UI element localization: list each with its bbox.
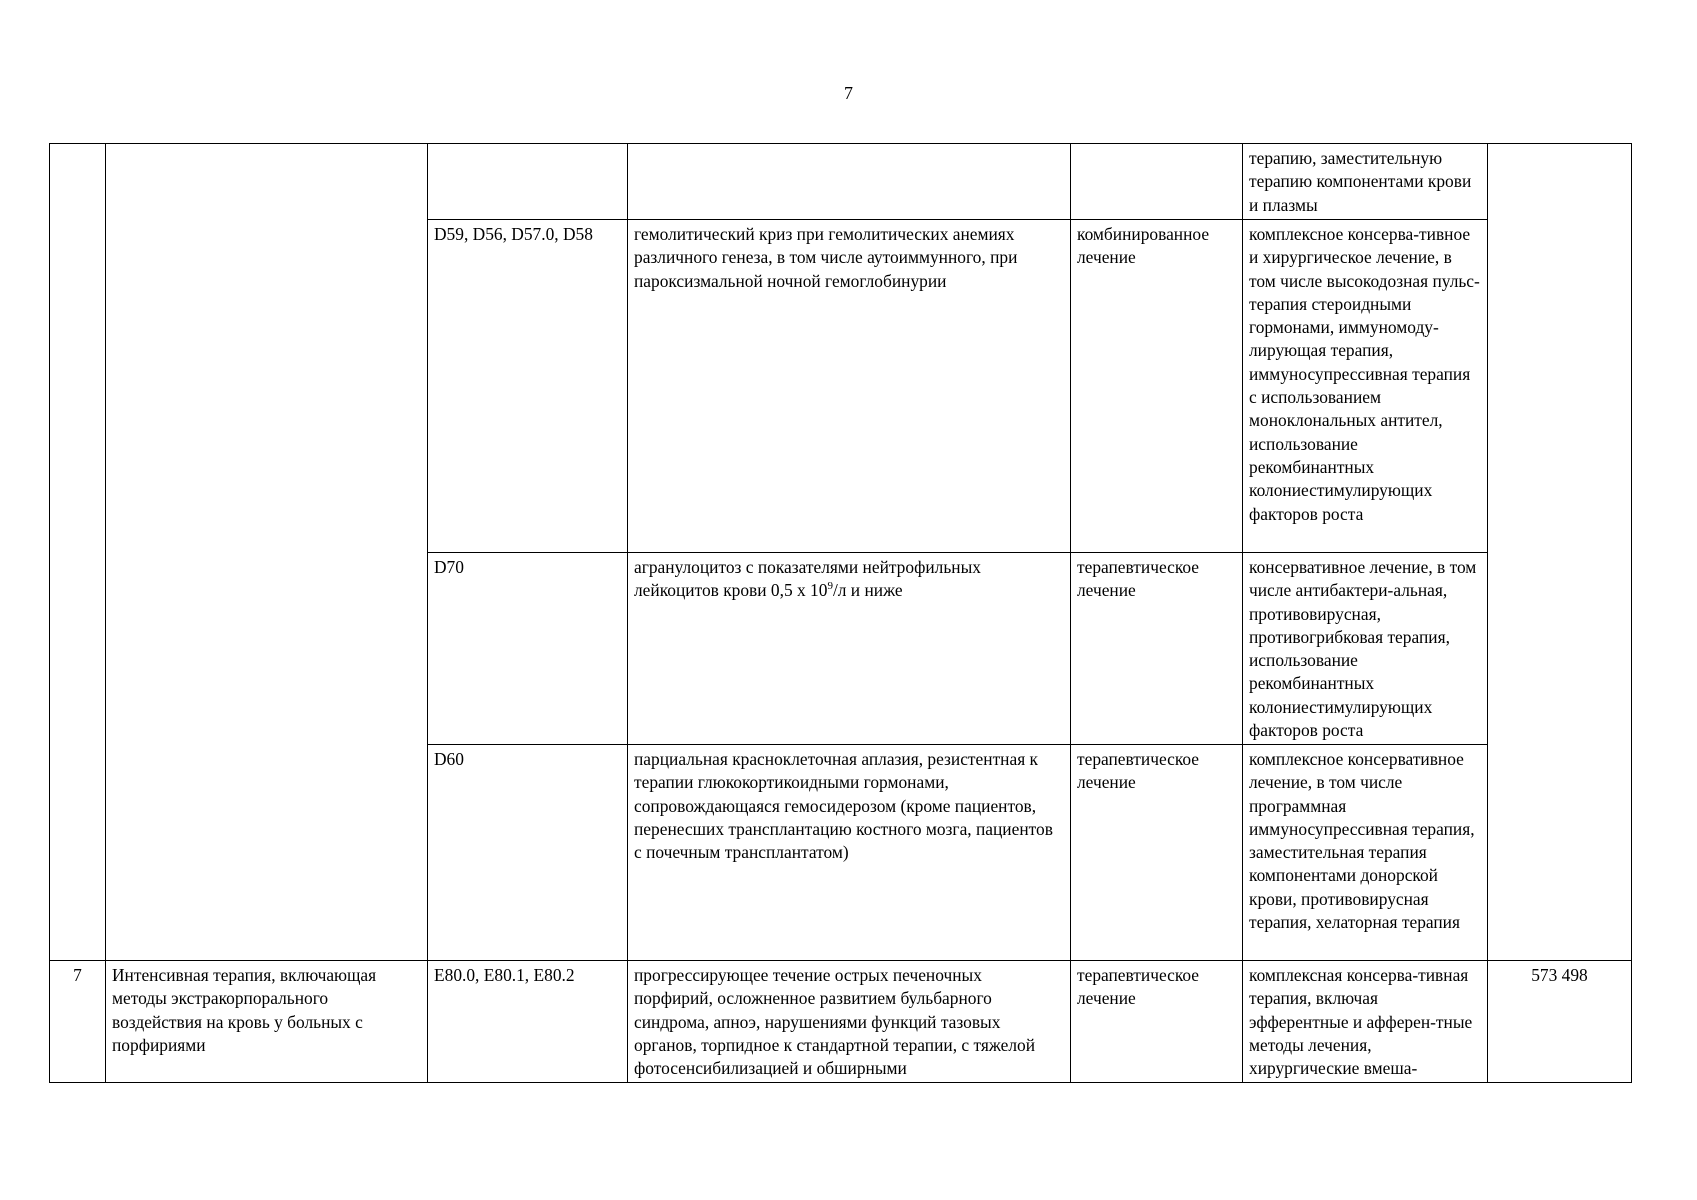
codes-cell: D59, D56, D57.0, D58 bbox=[428, 220, 628, 553]
model-text-unit: /л и ниже bbox=[832, 580, 903, 601]
treatment-method-cell: комплексное консерва-тивное и хирургическое лечение, в том числе высокодозная пульс-терапия стероидными гормонами, иммуномоду-лирующая терапия, иммуносупрессивная терапия с использованием моноклональных антител, использование рекомбинантных колониестимулирующих факторов роста bbox=[1243, 220, 1488, 553]
treatment-type-cell: терапевтическое лечение bbox=[1071, 553, 1243, 745]
model-text: агранулоцитоз с показателями нейтрофильных лейкоцитов крови 0,5 х 10 bbox=[634, 557, 981, 601]
treatment-type-cell: терапевтическое лечение bbox=[1071, 961, 1243, 1083]
patient-model-cell bbox=[628, 144, 1071, 220]
price-cell bbox=[1488, 144, 1632, 961]
codes-cell: E80.0, E80.1, E80.2 bbox=[428, 961, 628, 1083]
table-row bbox=[50, 961, 1632, 1083]
care-name-cell bbox=[106, 144, 428, 961]
codes-cell bbox=[428, 144, 628, 220]
treatment-method-cell: консервативное лечение, в том числе антибактери-альная, противовирусная, противогрибковая терапия, использование рекомбинантных колониестимулирующих факторов роста bbox=[1243, 553, 1488, 745]
patient-model-cell: прогрессирующее течение острых печеночных порфирий, осложненное развитием бульбарного синдрома, апноэ, нарушениями функций тазовых органов, торпидное к стандартной терапии, с тяжелой фотосенсибилизацией и обширными bbox=[628, 961, 1071, 1083]
number-cell: 7 bbox=[50, 961, 106, 1083]
treatment-method-cell: терапию, заместительную терапию компонентами крови и плазмы bbox=[1243, 144, 1488, 220]
table-row bbox=[50, 144, 1632, 220]
treatment-method-cell: комплексная консерва-тивная терапия, включая эфферентные и афферен-тные методы лечения, хирургические вмеша- bbox=[1243, 961, 1488, 1083]
patient-model-cell: парциальная красноклеточная аплазия, резистентная к терапии глюкокортикоидными гормонами, сопровождающаяся гемосидерозом (кроме пациентов, перенесших трансплантацию костного мозга, пациентов с почечным трансплантатом) bbox=[628, 745, 1071, 961]
page-number: 7 bbox=[844, 83, 853, 103]
care-name-cell: Интенсивная терапия, включающая методы экстракорпорального воздействия на кровь у больных с порфириями bbox=[106, 961, 428, 1083]
treatment-method-cell: комплексное консервативное лечение, в том числе программная иммуносупрессивная терапия, заместительная терапия компонентами донорской крови, противовирусная терапия, хелаторная терапия bbox=[1243, 745, 1488, 961]
number-cell bbox=[50, 144, 106, 961]
patient-model-cell bbox=[628, 553, 1071, 745]
treatment-type-cell: комбинированное лечение bbox=[1071, 220, 1243, 553]
treatment-type-cell: терапевтическое лечение bbox=[1071, 745, 1243, 961]
treatment-type-cell bbox=[1071, 144, 1243, 220]
price-cell: 573 498 bbox=[1488, 961, 1632, 1083]
codes-cell: D70 bbox=[428, 553, 628, 745]
codes-cell: D60 bbox=[428, 745, 628, 961]
medical-care-table bbox=[49, 143, 1632, 1083]
patient-model-cell: гемолитический криз при гемолитических анемиях различного генеза, в том числе аутоиммунного, при пароксизмальной ночной гемоглобинурии bbox=[628, 220, 1071, 553]
exponent: 9 bbox=[827, 580, 833, 593]
